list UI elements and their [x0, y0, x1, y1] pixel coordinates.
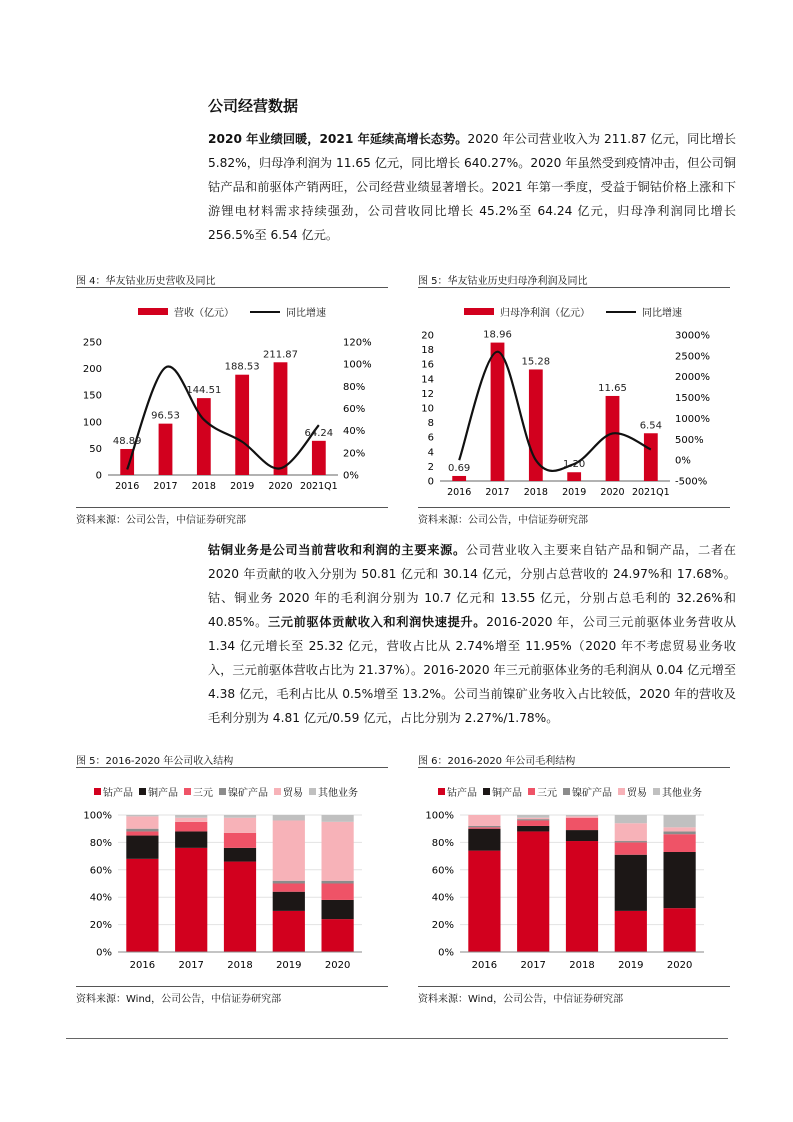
fig4-source: 资料来源：公司公告，中信证券研究部	[76, 515, 246, 526]
y-right-tick-label: -500%	[675, 476, 708, 488]
fig5a-chart	[412, 322, 732, 500]
y-tick-label: 80%	[89, 837, 112, 849]
stack-segment	[566, 830, 598, 841]
y-right-tick-label: 0%	[343, 470, 359, 482]
stack-segment	[126, 836, 158, 859]
y-right-tick-label: 2500%	[675, 351, 710, 363]
stack-segment	[566, 841, 598, 952]
data-label: 18.96	[483, 329, 512, 341]
stack-segment	[321, 815, 353, 822]
x-tick-label: 2016	[129, 960, 156, 971]
bar	[159, 424, 173, 475]
legend-item	[274, 784, 303, 799]
y-right-tick-label: 1500%	[675, 393, 710, 405]
legend-label: 贸易	[283, 788, 303, 799]
fig6-chart	[412, 805, 732, 975]
stack-segment	[224, 833, 256, 848]
x-tick-label: 2021Q1	[631, 487, 670, 498]
bar	[491, 343, 505, 481]
bar	[235, 375, 249, 475]
stack-segment	[566, 816, 598, 817]
bar	[644, 433, 658, 481]
fig5b-bottom-rule	[76, 986, 388, 987]
legend-label: 同比增速	[642, 308, 682, 319]
legend-item	[219, 784, 268, 799]
data-label: 0.69	[448, 462, 471, 474]
fig5b-title: 图 5：2016-2020 年公司收入结构	[76, 756, 234, 767]
legend-label: 镍矿产品	[228, 788, 268, 799]
stack-segment	[468, 851, 500, 952]
y-right-tick-label: 60%	[343, 404, 366, 415]
y-tick-label: 100%	[83, 810, 112, 822]
data-label: 188.53	[224, 361, 260, 373]
paragraph-body: 公司营业收入主要来自钴产品和铜产品，二者在 2020 年贡献的收入分别为 50.81 亿元和 30.14 亿元，分别占总营收的 24.97%和 17.68%。钴、铜业务 2020 年的毛利润分别为 10.7 亿元和 13.55 亿元，分别占总毛利的 32.26%和 40.85%。	[208, 543, 736, 629]
legend-swatch	[139, 788, 146, 795]
y-left-tick-label: 100	[82, 417, 102, 429]
y-right-tick-label: 500%	[675, 434, 704, 446]
stack-segment	[126, 831, 158, 835]
stack-segment	[663, 908, 695, 952]
y-right-tick-label: 100%	[343, 359, 372, 371]
fig5b-rule	[76, 767, 388, 768]
y-tick-label: 20%	[431, 920, 454, 932]
stack-segment	[175, 815, 207, 818]
fig5b-chart	[70, 805, 390, 975]
legend-label: 营收（亿元）	[174, 308, 234, 319]
stack-segment	[126, 829, 158, 832]
paragraph-lead: 2020 年业绩回暖，2021 年延续高增长态势。	[208, 132, 468, 146]
legend-swatch	[563, 788, 570, 795]
legend-label: 三元	[537, 788, 557, 799]
legend-item	[653, 784, 702, 799]
legend-label: 铜产品	[492, 788, 522, 799]
fig5b-legend	[94, 784, 364, 799]
y-left-tick-label: 0	[427, 476, 434, 488]
y-tick-label: 60%	[431, 865, 454, 877]
legend-label: 钴产品	[103, 788, 133, 799]
y-tick-label: 40%	[431, 892, 454, 904]
y-right-tick-label: 120%	[343, 337, 372, 349]
x-tick-label: 2018	[569, 960, 595, 971]
y-left-tick-label: 20	[421, 330, 434, 342]
fig6-source: 资料来源：Wind，公司公告，中信证券研究部	[418, 994, 624, 1005]
legend-label: 镍矿产品	[572, 788, 612, 799]
stack-segment	[468, 815, 500, 826]
legend-swatch	[219, 788, 226, 795]
x-tick-label: 2018	[191, 481, 216, 492]
fig6-bottom-rule	[418, 986, 730, 987]
stack-segment	[468, 829, 500, 851]
growth-line	[459, 352, 651, 471]
stack-segment	[663, 831, 695, 834]
stack-segment	[663, 852, 695, 908]
stack-segment	[175, 822, 207, 832]
stack-segment	[126, 859, 158, 952]
y-tick-label: 80%	[431, 837, 454, 849]
legend-swatch	[94, 788, 101, 795]
stack-segment	[517, 819, 549, 820]
x-tick-label: 2016	[447, 487, 472, 498]
stack-segment	[224, 862, 256, 952]
stack-segment	[273, 884, 305, 892]
fig6-legend	[438, 784, 708, 799]
y-left-tick-label: 18	[421, 345, 434, 357]
x-tick-label: 2021Q1	[299, 481, 338, 492]
stack-segment	[273, 815, 305, 820]
x-tick-label: 2017	[153, 481, 178, 492]
y-left-tick-label: 200	[82, 364, 102, 376]
bar	[312, 441, 326, 475]
fig4-legend	[138, 304, 326, 319]
data-label: 144.51	[186, 385, 222, 397]
stack-segment	[321, 884, 353, 900]
stack-segment	[321, 919, 353, 952]
y-left-tick-label: 150	[82, 390, 102, 402]
x-tick-label: 2019	[562, 487, 587, 498]
stack-segment	[468, 826, 500, 827]
x-tick-label: 2016	[471, 960, 498, 971]
stack-segment	[615, 842, 647, 854]
legend-label: 贸易	[627, 788, 647, 799]
data-label: 15.28	[521, 356, 551, 368]
legend-swatch	[483, 788, 490, 795]
fig5a-bottom-rule	[418, 507, 730, 508]
legend-item	[563, 784, 612, 799]
legend-bar-swatch	[138, 308, 168, 315]
stack-segment	[224, 818, 256, 833]
legend-label: 铜产品	[148, 788, 178, 799]
legend-swatch	[274, 788, 281, 795]
stack-segment	[468, 827, 500, 828]
legend-swatch	[618, 788, 625, 795]
x-tick-label: 2019	[618, 960, 644, 971]
data-label: 48.89	[112, 435, 142, 447]
paragraph-lead: 钴铜业务是公司当前营收和利润的主要来源。	[208, 543, 466, 557]
bar	[197, 398, 211, 475]
legend-swatch	[184, 788, 191, 795]
data-label: 64.24	[304, 427, 334, 439]
y-right-tick-label: 80%	[343, 381, 366, 393]
stack-segment	[273, 911, 305, 952]
x-tick-label: 2017	[178, 960, 204, 971]
stack-segment	[615, 855, 647, 911]
x-tick-label: 2019	[276, 960, 302, 971]
stack-segment	[273, 820, 305, 880]
y-tick-label: 100%	[425, 810, 454, 822]
stack-segment	[663, 834, 695, 852]
stack-segment	[273, 892, 305, 911]
stack-segment	[517, 826, 549, 831]
fig4-title: 图 4：华友钴业历史营收及同比	[76, 276, 216, 287]
y-tick-label: 0%	[96, 947, 112, 959]
y-tick-label: 40%	[89, 892, 112, 904]
stack-segment	[663, 815, 695, 827]
stack-segment	[175, 848, 207, 952]
y-right-tick-label: 3000%	[675, 330, 710, 342]
paragraph-business	[208, 538, 736, 730]
page-footer-rule	[66, 1038, 728, 1039]
data-label: 11.65	[598, 382, 627, 394]
fig6-rule	[418, 767, 730, 768]
fig5a-source: 资料来源：公司公告，中信证券研究部	[418, 515, 588, 526]
legend-item	[618, 784, 647, 799]
data-label: 211.87	[263, 349, 298, 361]
legend-item	[184, 784, 213, 799]
y-right-tick-label: 20%	[343, 448, 366, 460]
legend-line-swatch	[250, 311, 280, 313]
x-tick-label: 2017	[485, 487, 510, 498]
fig5b-source: 资料来源：Wind，公司公告，中信证券研究部	[76, 994, 282, 1005]
y-left-tick-label: 12	[421, 388, 434, 400]
paragraph-body-2: 2016-2020 年，公司三元前驱体业务营收从 1.34 亿元增长至 25.32 亿元，营收占比从 2.74%增至 11.95%（2020 年不考虑贸易业务收入，三元前驱体营收占比为 21.37%）。2016-2020 年三元前驱体业务的毛利润从 0.04 亿元增至 4.38 亿元，毛利占比从 0.5%增至 13.2%。公司当前镍矿业务收入占比较低，2020 年的营收及毛利分别为 4.81 亿元/0.59 亿元，占比分别为 2.27%/1.78%。	[208, 615, 737, 725]
x-tick-label: 2019	[230, 481, 255, 492]
stack-segment	[566, 818, 598, 830]
bar	[452, 476, 466, 481]
paragraph-lead-2: 三元前驱体贡献收入和利润快速提升。	[267, 615, 487, 629]
x-tick-label: 2020	[600, 487, 625, 498]
legend-item	[309, 784, 358, 799]
y-left-tick-label: 14	[421, 374, 434, 386]
bar	[567, 472, 581, 481]
bar	[274, 362, 288, 475]
legend-label: 同比增速	[286, 308, 326, 319]
stack-segment	[273, 881, 305, 884]
stack-segment	[517, 820, 549, 825]
fig4-chart	[70, 322, 390, 497]
fig4-bottom-rule	[76, 507, 388, 508]
legend-swatch	[528, 788, 535, 795]
fig5a-title: 图 5：华友钴业历史归母净利润及同比	[418, 276, 588, 287]
stack-segment	[615, 815, 647, 823]
y-right-tick-label: 1000%	[675, 413, 710, 425]
x-tick-label: 2018	[523, 487, 548, 498]
legend-swatch	[438, 788, 445, 795]
y-right-tick-label: 2000%	[675, 372, 710, 384]
y-left-tick-label: 10	[421, 403, 434, 415]
stack-segment	[615, 911, 647, 952]
stack-segment	[517, 818, 549, 819]
stack-segment	[126, 816, 158, 828]
x-tick-label: 2020	[268, 481, 293, 492]
fig6-title: 图 6：2016-2020 年公司毛利结构	[418, 756, 576, 767]
stack-segment	[517, 815, 549, 818]
legend-bar-swatch	[464, 308, 494, 315]
y-tick-label: 20%	[89, 920, 112, 932]
fig5a-legend	[464, 304, 682, 319]
x-tick-label: 2017	[520, 960, 546, 971]
y-left-tick-label: 16	[421, 359, 434, 371]
stack-segment	[566, 815, 598, 816]
legend-item	[528, 784, 557, 799]
y-left-tick-label: 4	[427, 447, 434, 459]
paragraph-body: 2020 年公司营业收入为 211.87 亿元，同比增长 5.82%，归母净利润为 11.65 亿元，同比增长 640.27%。2020 年虽然受到疫情冲击，但公司铜钴产品和前驱体产销两旺，公司经营业绩显著增长。2021 年第一季度，受益于铜钴价格上涨和下游锂电材料需求持续强劲，公司营收同比增长 45.2%至 64.24 亿元，归母净利润同比增长 256.5%至 6.54 亿元。	[208, 132, 736, 242]
fig5a-rule	[418, 287, 730, 288]
stack-segment	[175, 818, 207, 822]
y-left-tick-label: 250	[82, 337, 102, 349]
stack-segment	[663, 827, 695, 831]
data-label: 96.53	[151, 410, 180, 422]
stack-segment	[321, 881, 353, 884]
section-title: 公司经营数据	[208, 97, 299, 115]
legend-label: 钴产品	[447, 788, 477, 799]
legend-item	[438, 784, 477, 799]
data-label: 6.54	[639, 420, 662, 432]
bar	[529, 369, 543, 481]
y-left-tick-label: 2	[427, 461, 434, 473]
x-tick-label: 2018	[227, 960, 253, 971]
y-right-tick-label: 40%	[343, 426, 366, 438]
y-left-tick-label: 6	[427, 432, 434, 444]
y-right-tick-label: 0%	[675, 455, 691, 467]
legend-item	[139, 784, 178, 799]
stack-segment	[615, 841, 647, 842]
paragraph-performance	[208, 127, 736, 247]
stack-segment	[321, 900, 353, 919]
legend-label: 归母净利润（亿元）	[500, 308, 590, 319]
x-tick-label: 2016	[115, 481, 140, 492]
stack-segment	[321, 822, 353, 881]
stack-segment	[224, 815, 256, 818]
y-tick-label: 60%	[89, 865, 112, 877]
stack-segment	[517, 831, 549, 952]
x-tick-label: 2020	[324, 960, 351, 971]
legend-swatch	[309, 788, 316, 795]
y-left-tick-label: 0	[95, 470, 102, 482]
legend-line-swatch	[606, 311, 636, 313]
stack-segment	[126, 815, 158, 816]
legend-label: 三元	[193, 788, 213, 799]
stack-segment	[224, 848, 256, 862]
fig4-rule	[76, 287, 388, 288]
legend-label: 其他业务	[318, 788, 358, 799]
legend-item	[94, 784, 133, 799]
y-left-tick-label: 8	[427, 418, 434, 430]
bar	[606, 396, 620, 481]
y-tick-label: 0%	[438, 947, 454, 959]
y-left-tick-label: 50	[89, 443, 102, 455]
legend-swatch	[653, 788, 660, 795]
stack-segment	[615, 823, 647, 841]
x-tick-label: 2020	[666, 960, 693, 971]
data-label: 1.20	[563, 459, 586, 471]
legend-item	[483, 784, 522, 799]
legend-label: 其他业务	[662, 788, 702, 799]
stack-segment	[175, 831, 207, 847]
